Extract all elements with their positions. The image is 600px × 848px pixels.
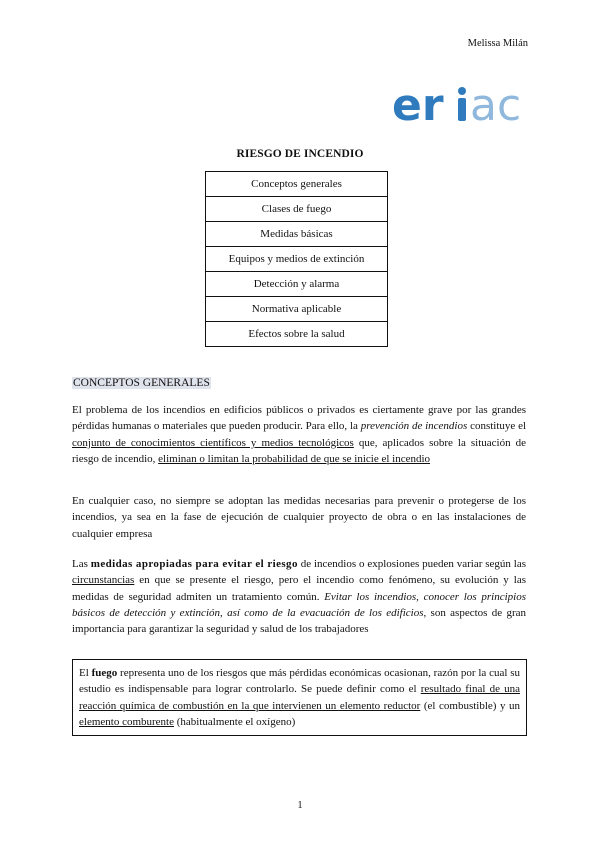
- erlac-logo: [392, 84, 522, 126]
- text-run: que, aplicados sobre la situación de riesgo de incendio,: [72, 436, 526, 465]
- topic-cell: Efectos sobre la salud: [206, 322, 388, 347]
- topic-cell: Clases de fuego: [206, 197, 388, 222]
- text-run: El: [79, 667, 92, 679]
- fire-definition-box: [72, 659, 527, 736]
- topic-cell: Medidas básicas: [206, 222, 388, 247]
- table-row: [206, 172, 388, 197]
- topic-cell: Detección y alarma: [206, 272, 388, 297]
- bold-term: fuego: [91, 667, 118, 679]
- table-row: [206, 197, 388, 222]
- paragraph-problem: [72, 402, 526, 467]
- text-run: , son aspectos de gran importancia para garantizar la seguridad y salud de los trabajadores: [72, 606, 526, 636]
- page-number: 1: [297, 800, 303, 811]
- italic-term: prevención de incendios: [360, 420, 468, 433]
- underlined-phrase: elemento comburente: [79, 715, 174, 728]
- table-row: [206, 272, 388, 297]
- text-run: Las: [72, 558, 91, 570]
- logo-figure-icon: [458, 87, 466, 121]
- bold-phrase: medidas apropiadas para evitar el riesgo: [90, 558, 298, 570]
- underlined-phrase: conjunto de conocimientos científicos y medios tecnológicos: [72, 436, 354, 449]
- text-run: de incendios o explosiones pueden variar según las: [297, 558, 526, 570]
- italic-phrase: Evitar los incendios, conocer los principios básicos de detección y extinción, así como de la evacuación de los edificios: [72, 590, 526, 619]
- document-title: RIESGO DE INCENDIO: [236, 148, 364, 160]
- topic-cell: Equipos y medios de extinción: [206, 247, 388, 272]
- topic-cell: Normativa aplicable: [206, 297, 388, 322]
- author-name: Melissa Milán: [467, 38, 528, 49]
- topic-cell: Conceptos generales: [206, 172, 388, 197]
- topics-table: [205, 171, 388, 347]
- table-row: [206, 222, 388, 247]
- text-run: (el combustible) y un: [420, 699, 520, 712]
- text-run: representa uno de los riesgos que más pérdidas económicas ocasionan, razón por la cual su estudio es indispensable para lograr controlarlo. Se puede definir como el: [79, 667, 520, 696]
- paragraph-measures: [72, 493, 526, 542]
- table-row: [206, 322, 388, 347]
- underlined-phrase: eliminan o limitan la probabilidad de que se inicie el incendio: [158, 452, 431, 465]
- text-run: (habitualmente el oxígeno): [174, 715, 296, 728]
- paragraph-risk: [72, 556, 526, 637]
- table-row: [206, 247, 388, 272]
- underlined-phrase: resultado final de una reacción química de combustión en la que intervienen un elemento reductor: [79, 683, 520, 712]
- logo-text-prefix: er: [392, 84, 444, 126]
- table-row: [206, 297, 388, 322]
- section-heading: CONCEPTOS GENERALES: [73, 377, 210, 389]
- text-run: El problema de los incendios en edificios públicos o privados es ciertamente grave por las grandes pérdidas humanas o materiales que pueden producir. Para ello, la: [72, 404, 526, 433]
- underlined-phrase: circunstancias: [72, 574, 135, 587]
- text-run: En cualquier caso, no siempre se adoptan las medidas necesarias para prevenir o protegerse de los incendios, ya sea en la fase de ejecución de cualquier proyecto de obra o en las instalaciones de cualquier empresa: [72, 495, 526, 540]
- text-run: constituye el: [467, 420, 527, 433]
- logo-text-suffix: ac: [470, 84, 522, 126]
- text-run: en que se presente el riesgo, pero el incendio como fenómeno, su evolución y las medidas de seguridad admiten un tratamiento común.: [72, 574, 526, 603]
